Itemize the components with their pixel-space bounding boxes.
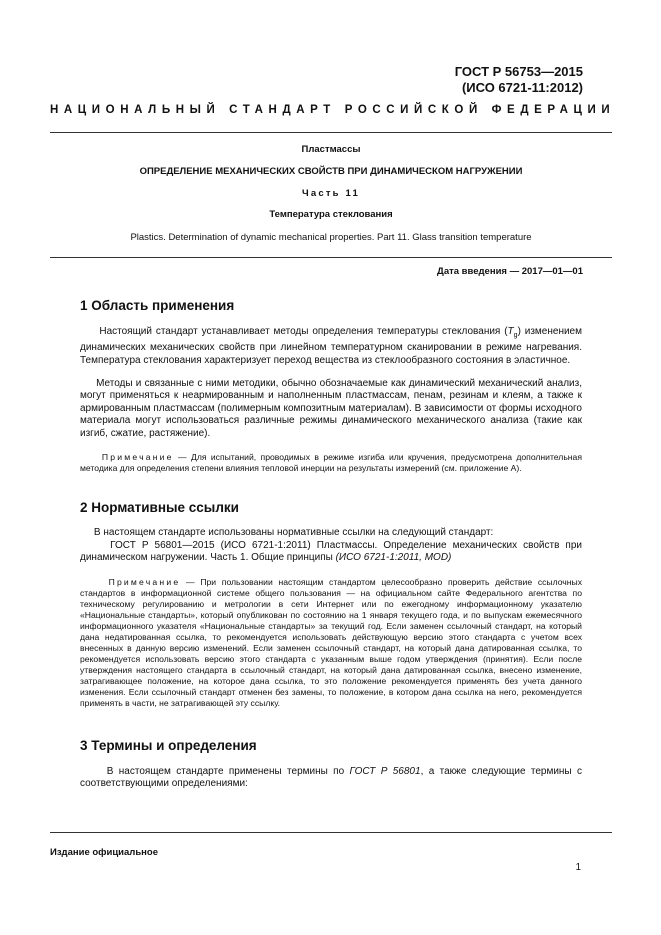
title-english: Plastics. Determination of dynamic mechanical properties. Part 11. Glass transition temperature — [130, 232, 532, 243]
footer-divider — [50, 832, 612, 833]
page-number: 1 — [575, 862, 581, 873]
title-part: Часть 11 — [301, 188, 361, 199]
title-subject: Пластмассы — [301, 144, 361, 155]
section-3-heading: 3 Термины и определения — [80, 738, 257, 753]
section-1-heading: 1 Область применения — [80, 298, 235, 313]
national-standard-banner: НАЦИОНАЛЬНЫЙ СТАНДАРТ РОССИЙСКОЙ ФЕДЕРАЦИИ — [50, 104, 616, 116]
header-divider — [50, 132, 612, 133]
section-2-note: Примечание — При пользовании настоящим стандартом целесообразно проверить действие ссылочных стандартов в информационной системе общего пользования — на официальном сайте Федерального агентства по техническому регулированию и метрологии в сети Интернет или по ежегодному информационному указателю «Национальные стандарты», который опубликован по состоянию на 1 января текущего года, и по выпускам ежемесячного информационного указателя «Национальные стандарты» за текущий год. Если заменен ссылочный стандарт, на который дана недатированная ссылка, то рекомендуется использовать действующую версию этого стандарта с учетом всех внесенных в данную версию изменений. Если заменен ссылочный стандарт, на который дана датированная ссылка, то рекомендуется использовать версию этого стандарта с указанным выше годом утверждения (принятия). Если после утверждения настоящего стандарта в ссылочный стандарт, на который дана датированная ссылка, внесено изменение, затрагивающее положение, на которое дана ссылка, то это положение рекомендуется применять без учета данного изменения. Если ссылочный стандарт отменен без замены, то положение, в котором дана ссылка на него, рекомендуется применять в части, не затрагивающей эту ссылку. — [80, 577, 582, 708]
section-1-paragraph-1: Настоящий стандарт устанавливает методы определения температуры стеклования $(T_g)$ изменением динамических механических свойств при линейном температурном сканировании в режиме нагревания. Температура стеклования характеризует переход вещества из стеклообразного состояния в эластичное. — [80, 326, 582, 366]
iso-number: (ИСО 6721-11:2012) — [461, 80, 583, 95]
title-part-name: Температура стеклования — [269, 209, 393, 220]
standard-number: ГОСТ Р 56753—2015 — [454, 64, 583, 79]
title-divider — [50, 257, 612, 258]
section-1-note: Примечание — Для испытаний, проводимых в режиме изгиба или кручения, предусмотрена дополнительная методика для определения степени влияния тепловой инерции на результаты измерений (см. приложение А). — [80, 452, 582, 473]
section-2-paragraph-2: ГОСТ Р 56801—2015 (ИСО 6721-1:2011) Пластмассы. Определение механических свойств при динамическом нагружении. Часть 1. Общие принципы (ИСО 6721-1:2011, MOD) — [80, 540, 582, 564]
title-main: ОПРЕДЕЛЕНИЕ МЕХАНИЧЕСКИХ СВОЙСТВ ПРИ ДИНАМИЧЕСКОМ НАГРУЖЕНИИ — [139, 166, 523, 177]
section-3-paragraph-1: В настоящем стандарте применены термины по ГОСТ Р 56801, а также следующие термины с соответствующими определениями: — [80, 766, 582, 790]
edition-label: Издание официальное — [50, 847, 158, 858]
section-1-paragraph-2: Методы и связанные с ними методики, обычно обозначаемые как динамический механический анализ, могут применяться к неармированным и наполненным пластмассам, пенам, резинам и клеям, а также к армированным пластмассам (полимерным композитным материалам). В зависимости от формы исходного материала могут использоваться различные режимы динамического механического анализа (такие как изгиб, сжатие, растяжение). — [80, 378, 582, 439]
section-2-paragraph-1: В настоящем стандарте использованы нормативные ссылки на следующий стандарт: — [93, 527, 494, 538]
section-2-heading: 2 Нормативные ссылки — [80, 500, 239, 515]
introduction-date: Дата введения — 2017—01—01 — [437, 266, 583, 277]
